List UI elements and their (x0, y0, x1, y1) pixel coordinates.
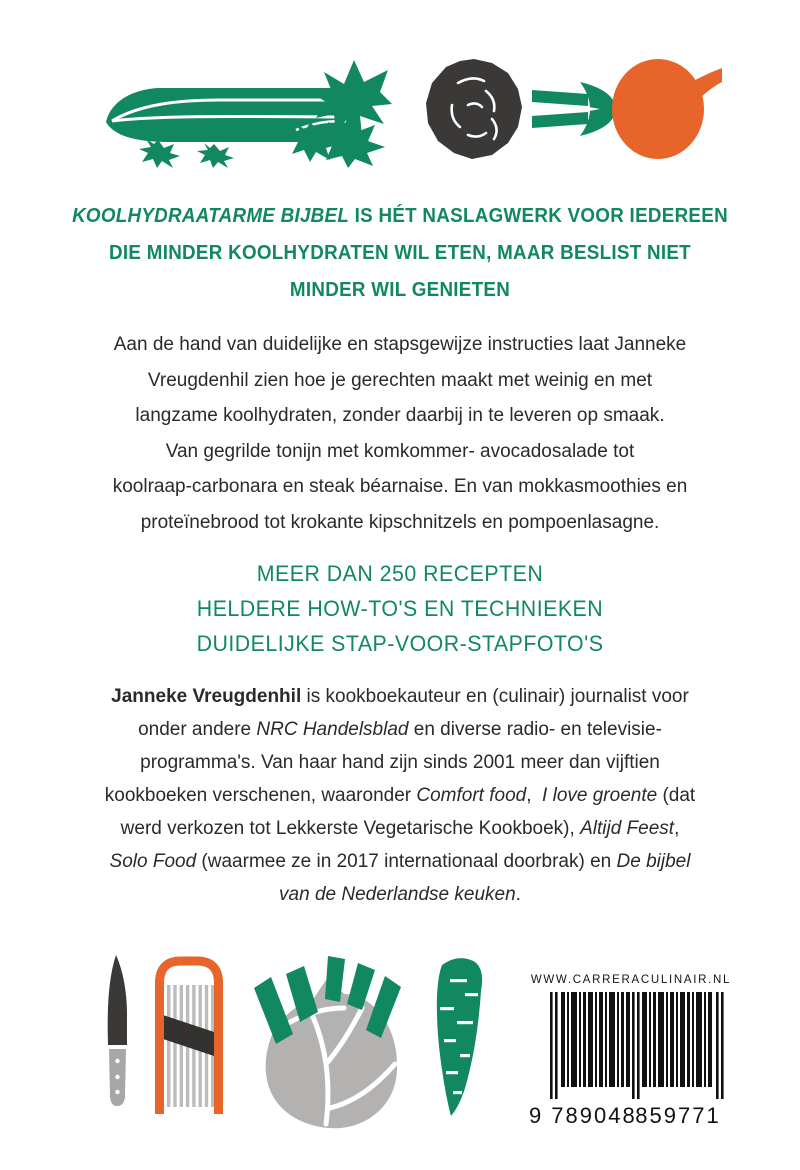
parsnip-icon (432, 951, 486, 1117)
headline (24, 198, 776, 309)
text-line: KOOLHYDRAATARME BIJBEL IS HÉT NASLAGWERK VOOR IEDEREEN (72, 205, 728, 227)
text-line: Aan de hand van duidelijke en stapsgewijze instructies laat Janneke (113, 334, 687, 355)
isbn-barcode (528, 992, 734, 1127)
text-line: proteïnebrood tot krokante kipschnitzels en pompoenlasagne. (140, 511, 660, 533)
text-line: programma's. Van haar hand zijn sinds 2001 meer dan vijftien (140, 752, 660, 773)
bio-paragraph (55, 680, 745, 911)
isbn-lead-digit: 9 (529, 1103, 544, 1127)
text-line: DUIDELIJKE STAP-VOOR-STAPFOTO'S (196, 631, 604, 656)
text-line: Janneke Vreugdenhil is kookboekauteur en (culinair) journalist voor (111, 686, 689, 707)
text-line: Vreugdenhil zien hoe je gerechten maakt met weinig en met (147, 369, 653, 391)
text-line: Solo Food (waarmee ze in 2017 internationaal doorbrak) en De bijbel (109, 851, 691, 872)
publisher-url: WWW.CARRERACULINAIR.NL (530, 974, 732, 986)
knife-icon (99, 953, 135, 1109)
text-line: koolraap-carbonara en steak béarnaise. En van mokkasmoothies en (112, 476, 688, 497)
text-line: MEER DAN 250 RECEPTEN (256, 561, 544, 586)
text-line: langzame koolhydraten, zonder daarbij in te leveren op smaak. (135, 405, 665, 426)
celeriac-icon (424, 57, 524, 161)
text-line: werd verkozen tot Lekkerste Vegetarische Kookboek), Altijd Feest, (120, 818, 680, 839)
mandoline-icon (150, 951, 228, 1116)
fennel-icon (246, 946, 412, 1134)
text-line: onder andere NRC Handelsblad en diverse radio- en televisie- (138, 719, 662, 740)
isbn-group2: 859771 (635, 1103, 721, 1127)
intro-paragraph (60, 327, 740, 540)
text-line: Van gegrilde tonijn met komkommer- avocadosalade tot (165, 440, 635, 462)
isbn-group1: 789048 (551, 1103, 637, 1127)
text-line: MINDER WIL GENIETEN (289, 279, 511, 301)
text-line: kookboeken verschenen, waaronder Comfort food, I love groente (dat (104, 785, 696, 806)
text-line: HELDERE HOW-TO'S EN TECHNIEKEN (196, 596, 604, 621)
publisher-block (528, 974, 734, 1132)
features-list (12, 556, 788, 661)
beet-icon (530, 52, 722, 164)
celery-icon (96, 60, 392, 168)
text-line: van de Nederlandse keuken. (279, 884, 521, 905)
text-line: DIE MINDER KOOLHYDRATEN WIL ETEN, MAAR BESLIST NIET (109, 242, 691, 264)
